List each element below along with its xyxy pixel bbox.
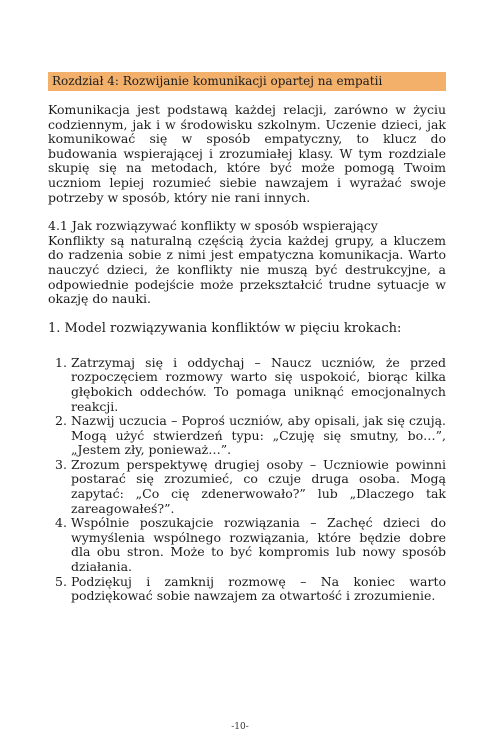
- chapter-title: Rozdział 4: Rozwijanie komunikacji opartej na empatii: [48, 72, 446, 91]
- intro-paragraph: Komunikacja jest podstawą każdej relacji, zarówno w życiu codziennym, jak i w środowisku szkolnym. Uczenie dzieci, jak komunikować się w sposób empatyczny, to klucz do budowania wspierającej i zrozumiałej klasy. W tym rozdziale skupię się na metodach, które być może pomogą Twoim uczniom lepiej rozumieć siebie nawzajem i wyrażać swoje potrzeby w sposób, który nie rani innych.: [48, 102, 446, 205]
- step-text: Nazwij uczucia – Poproś uczniów, aby opisali, jak się czują. Mogą użyć stwierdzeń typu: „Czuję się smutny, bo…”, „Jestem zły, ponieważ…”.: [71, 413, 446, 458]
- list-item: [55, 516, 446, 574]
- steps-list: [48, 356, 446, 604]
- list-item: [55, 356, 446, 414]
- step-number: 3.: [55, 456, 67, 472]
- model-heading: 1. Model rozwiązywania konfliktów w pięciu krokach:: [48, 320, 402, 336]
- step-text: Zrozum perspektywę drugiej osoby – Uczniowie powinni postarać się zrozumieć, co czuje druga osoba. Mogą zapytać: „Co cię zdenerwowało?” lub „Dlaczego tak zareagowałeś?”.: [71, 456, 446, 516]
- step-text: Zatrzymaj się i oddychaj – Naucz uczniów, że przed rozpoczęciem rozmowy warto się uspokoić, biorąc kilka głębokich oddechów. To pomaga uniknąć emocjonalnych reakcji.: [71, 354, 446, 414]
- list-item: [55, 458, 446, 516]
- list-item: [55, 575, 446, 604]
- step-text: Wspólnie poszukajcie rozwiązania – Zachęć dzieci do wymyślenia wspólnego rozwiązania, które będzie dobre dla obu stron. Może to być kompromis lub nowy sposób działania.: [71, 515, 446, 575]
- step-number: 1.: [55, 354, 67, 370]
- step-number: 4.: [55, 515, 67, 531]
- page-number: -10-: [231, 722, 249, 732]
- list-item: [55, 414, 446, 458]
- step-number: 5.: [55, 573, 67, 589]
- step-text: Podziękuj i zamknij rozmowę – Na koniec warto podziękować sobie nawzajem za otwartość i zrozumienie.: [71, 573, 446, 604]
- section-heading: 4.1 Jak rozwiązywać konflikty w sposób wspierający: [48, 218, 378, 234]
- step-number: 2.: [55, 413, 67, 429]
- section-paragraph: Konflikty są naturalną częścią życia każdej grupy, a kluczem do radzenia sobie z nimi jest empatyczna komunikacja. Warto nauczyć dzieci, że konflikty nie muszą być destrukcyjne, a odpowiednie podejście może przekształcić trudne sytuacje w okazję do nauki.: [48, 232, 446, 307]
